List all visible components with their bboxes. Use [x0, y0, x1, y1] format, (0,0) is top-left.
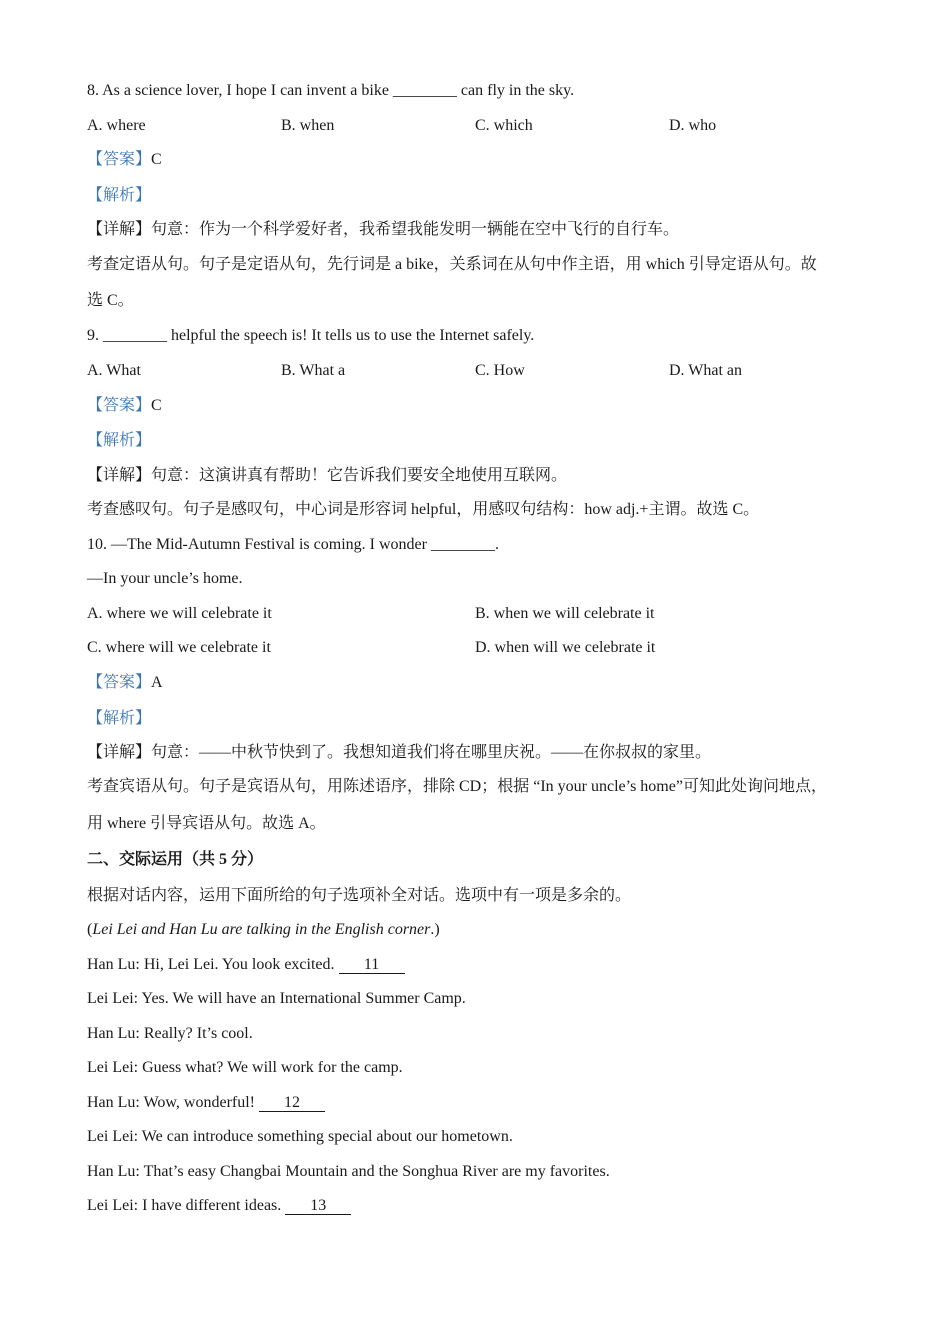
- q9-stem: 9. ________ helpful the speech is! It tells us to use the Internet safely.: [87, 327, 535, 344]
- dialogue-line: Han Lu: Really? It’s cool.: [87, 1025, 253, 1042]
- q10-option-c: C. where will we celebrate it: [87, 639, 271, 656]
- blank-13[interactable]: 13: [285, 1197, 351, 1215]
- dialogue-text: Han Lu: Hi, Lei Lei. You look excited.: [87, 956, 339, 973]
- q8-explain-1: 考查定语从句。句子是定语从句，先行词是 a bike，关系词在从句中作主语，用 which 引导定语从句。故: [87, 256, 817, 273]
- q8-option-c: C. which: [475, 117, 533, 134]
- answer-tag: 【答案】: [87, 151, 152, 168]
- dialogue-line: [87, 955, 405, 975]
- q8-answer-line: [87, 150, 162, 170]
- q10-option-a: A. where we will celebrate it: [87, 605, 272, 622]
- q8-analysis-tag: 【解析】: [87, 187, 152, 204]
- detail-tag: 【详解】: [87, 221, 152, 238]
- scene-open-paren: (: [87, 921, 93, 938]
- section-heading: 二、交际运用（共 5 分）: [87, 851, 264, 868]
- dialogue-scene: [87, 920, 440, 940]
- q10-explain-2: 用 where 引导宾语从句。故选 A。: [87, 815, 326, 832]
- q9-option-b: B. What a: [281, 362, 346, 379]
- q9-answer-line: [87, 396, 162, 416]
- blank-11[interactable]: 11: [339, 956, 405, 974]
- answer-tag: 【答案】: [87, 674, 152, 691]
- q10-option-d: D. when will we celebrate it: [475, 639, 656, 656]
- dialogue-line: Lei Lei: We can introduce something special about our hometown.: [87, 1128, 513, 1145]
- q8-option-d: D. who: [669, 117, 717, 134]
- dialogue-text: Lei Lei: I have different ideas.: [87, 1197, 286, 1214]
- q9-option-d: D. What an: [669, 362, 743, 379]
- q8-detail: 句意：作为一个科学爱好者，我希望我能发明一辆能在空中飞行的自行车。: [151, 221, 680, 238]
- q10-answer: A: [151, 674, 163, 691]
- q10-detail-line: [87, 743, 711, 763]
- q10-option-b: B. when we will celebrate it: [475, 605, 655, 622]
- q8-answer: C: [151, 151, 162, 168]
- q9-analysis-tag: 【解析】: [87, 432, 152, 449]
- blank-12[interactable]: 12: [259, 1094, 325, 1112]
- q9-detail: 句意：这演讲真有帮助！它告诉我们要安全地使用互联网。: [151, 467, 568, 484]
- dialogue-text: Han Lu: Wow, wonderful!: [87, 1094, 260, 1111]
- detail-tag: 【详解】: [87, 467, 152, 484]
- q9-option-a: A. What: [87, 362, 141, 379]
- q8-option-b: B. when: [281, 117, 335, 134]
- dialogue-line: Han Lu: That’s easy Changbai Mountain and the Songhua River are my favorites.: [87, 1163, 610, 1180]
- q9-option-c: C. How: [475, 362, 525, 379]
- dialogue-line: [87, 1093, 325, 1113]
- q10-stem: 10. —The Mid-Autumn Festival is coming. I wonder ________.: [87, 536, 499, 553]
- dialogue-line: [87, 1196, 351, 1216]
- q8-detail-line: [87, 220, 679, 240]
- q10-answer-line: [87, 673, 163, 693]
- scene-description: Lei Lei and Han Lu are talking in the English corner: [92, 921, 431, 938]
- q8-stem: 8. As a science lover, I hope I can invent a bike ________ can fly in the sky.: [87, 82, 575, 99]
- detail-tag: 【详解】: [87, 744, 152, 761]
- q9-detail-line: [87, 466, 567, 486]
- q10-explain-1: 考查宾语从句。句子是宾语从句，用陈述语序，排除 CD；根据 “In your uncle’s home”可知此处询问地点，: [87, 778, 827, 795]
- dialogue-line: Lei Lei: Guess what? We will work for the camp.: [87, 1059, 403, 1076]
- dialogue-line: Lei Lei: Yes. We will have an International Summer Camp.: [87, 990, 466, 1007]
- q10-reply: —In your uncle’s home.: [87, 570, 243, 587]
- section-instruction: 根据对话内容，运用下面所给的句子选项补全对话。选项中有一项是多余的。: [87, 887, 632, 904]
- q9-answer: C: [151, 397, 162, 414]
- q8-option-a: A. where: [87, 117, 146, 134]
- q10-detail: 句意：——中秋节快到了。我想知道我们将在哪里庆祝。——在你叔叔的家里。: [151, 744, 712, 761]
- q9-explain-1: 考查感叹句。句子是感叹句，中心词是形容词 helpful，用感叹句结构：how adj.+主谓。故选 C。: [87, 501, 760, 518]
- q8-explain-2: 选 C。: [87, 292, 134, 309]
- q10-analysis-tag: 【解析】: [87, 710, 152, 727]
- scene-close-paren: .): [430, 921, 440, 938]
- answer-tag: 【答案】: [87, 397, 152, 414]
